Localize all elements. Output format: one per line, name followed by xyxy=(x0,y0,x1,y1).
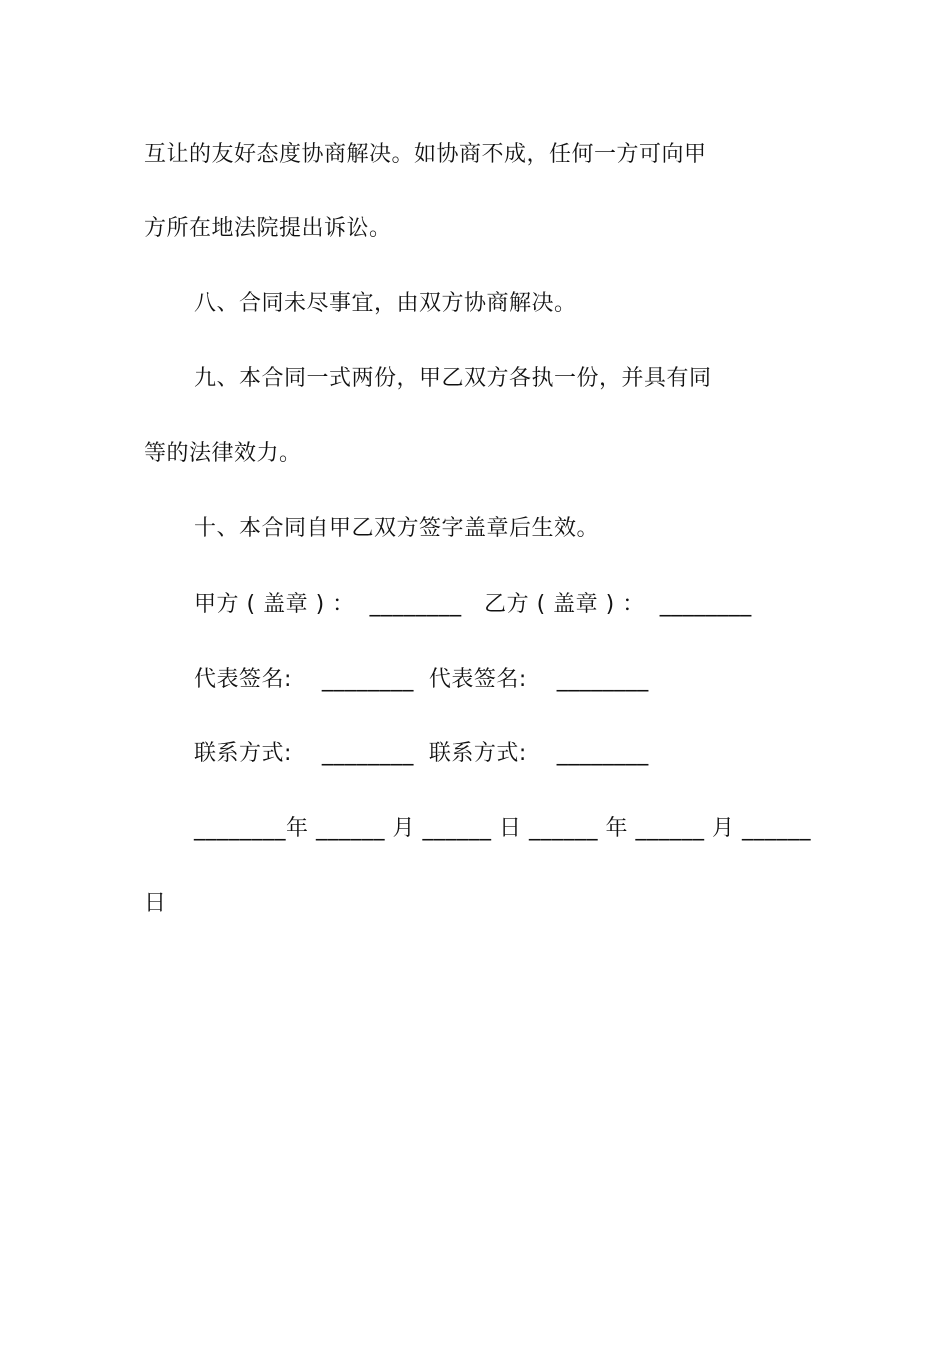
representative-signature-line: 代表签名: ________ 代表签名: ________ xyxy=(194,667,649,692)
seal-line: 甲方 ( 盖章 ) ： ________ 乙方 ( 盖章 ) ： ________ xyxy=(194,592,752,617)
clause-nine: 九、本合同一式两份，甲乙双方各执一份，并具有同 xyxy=(194,366,712,391)
paragraph-line: 互让的友好态度协商解决。如协商不成，任何一方可向甲 xyxy=(144,142,707,167)
clause-ten: 十、本合同自甲乙双方签字盖章后生效。 xyxy=(194,516,600,541)
contact-line: 联系方式: ________ 联系方式: ________ xyxy=(194,741,649,766)
date-line: ________年 ______ 月 ______ 日 ______ 年 ______ 月 ______ xyxy=(194,816,811,841)
clause-nine-continued: 等的法律效力。 xyxy=(144,441,302,466)
paragraph-line: 方所在地法院提出诉讼。 xyxy=(144,216,392,241)
date-line-continued: 日 xyxy=(144,891,167,916)
clause-eight: 八、合同未尽事宜，由双方协商解决。 xyxy=(194,291,577,316)
